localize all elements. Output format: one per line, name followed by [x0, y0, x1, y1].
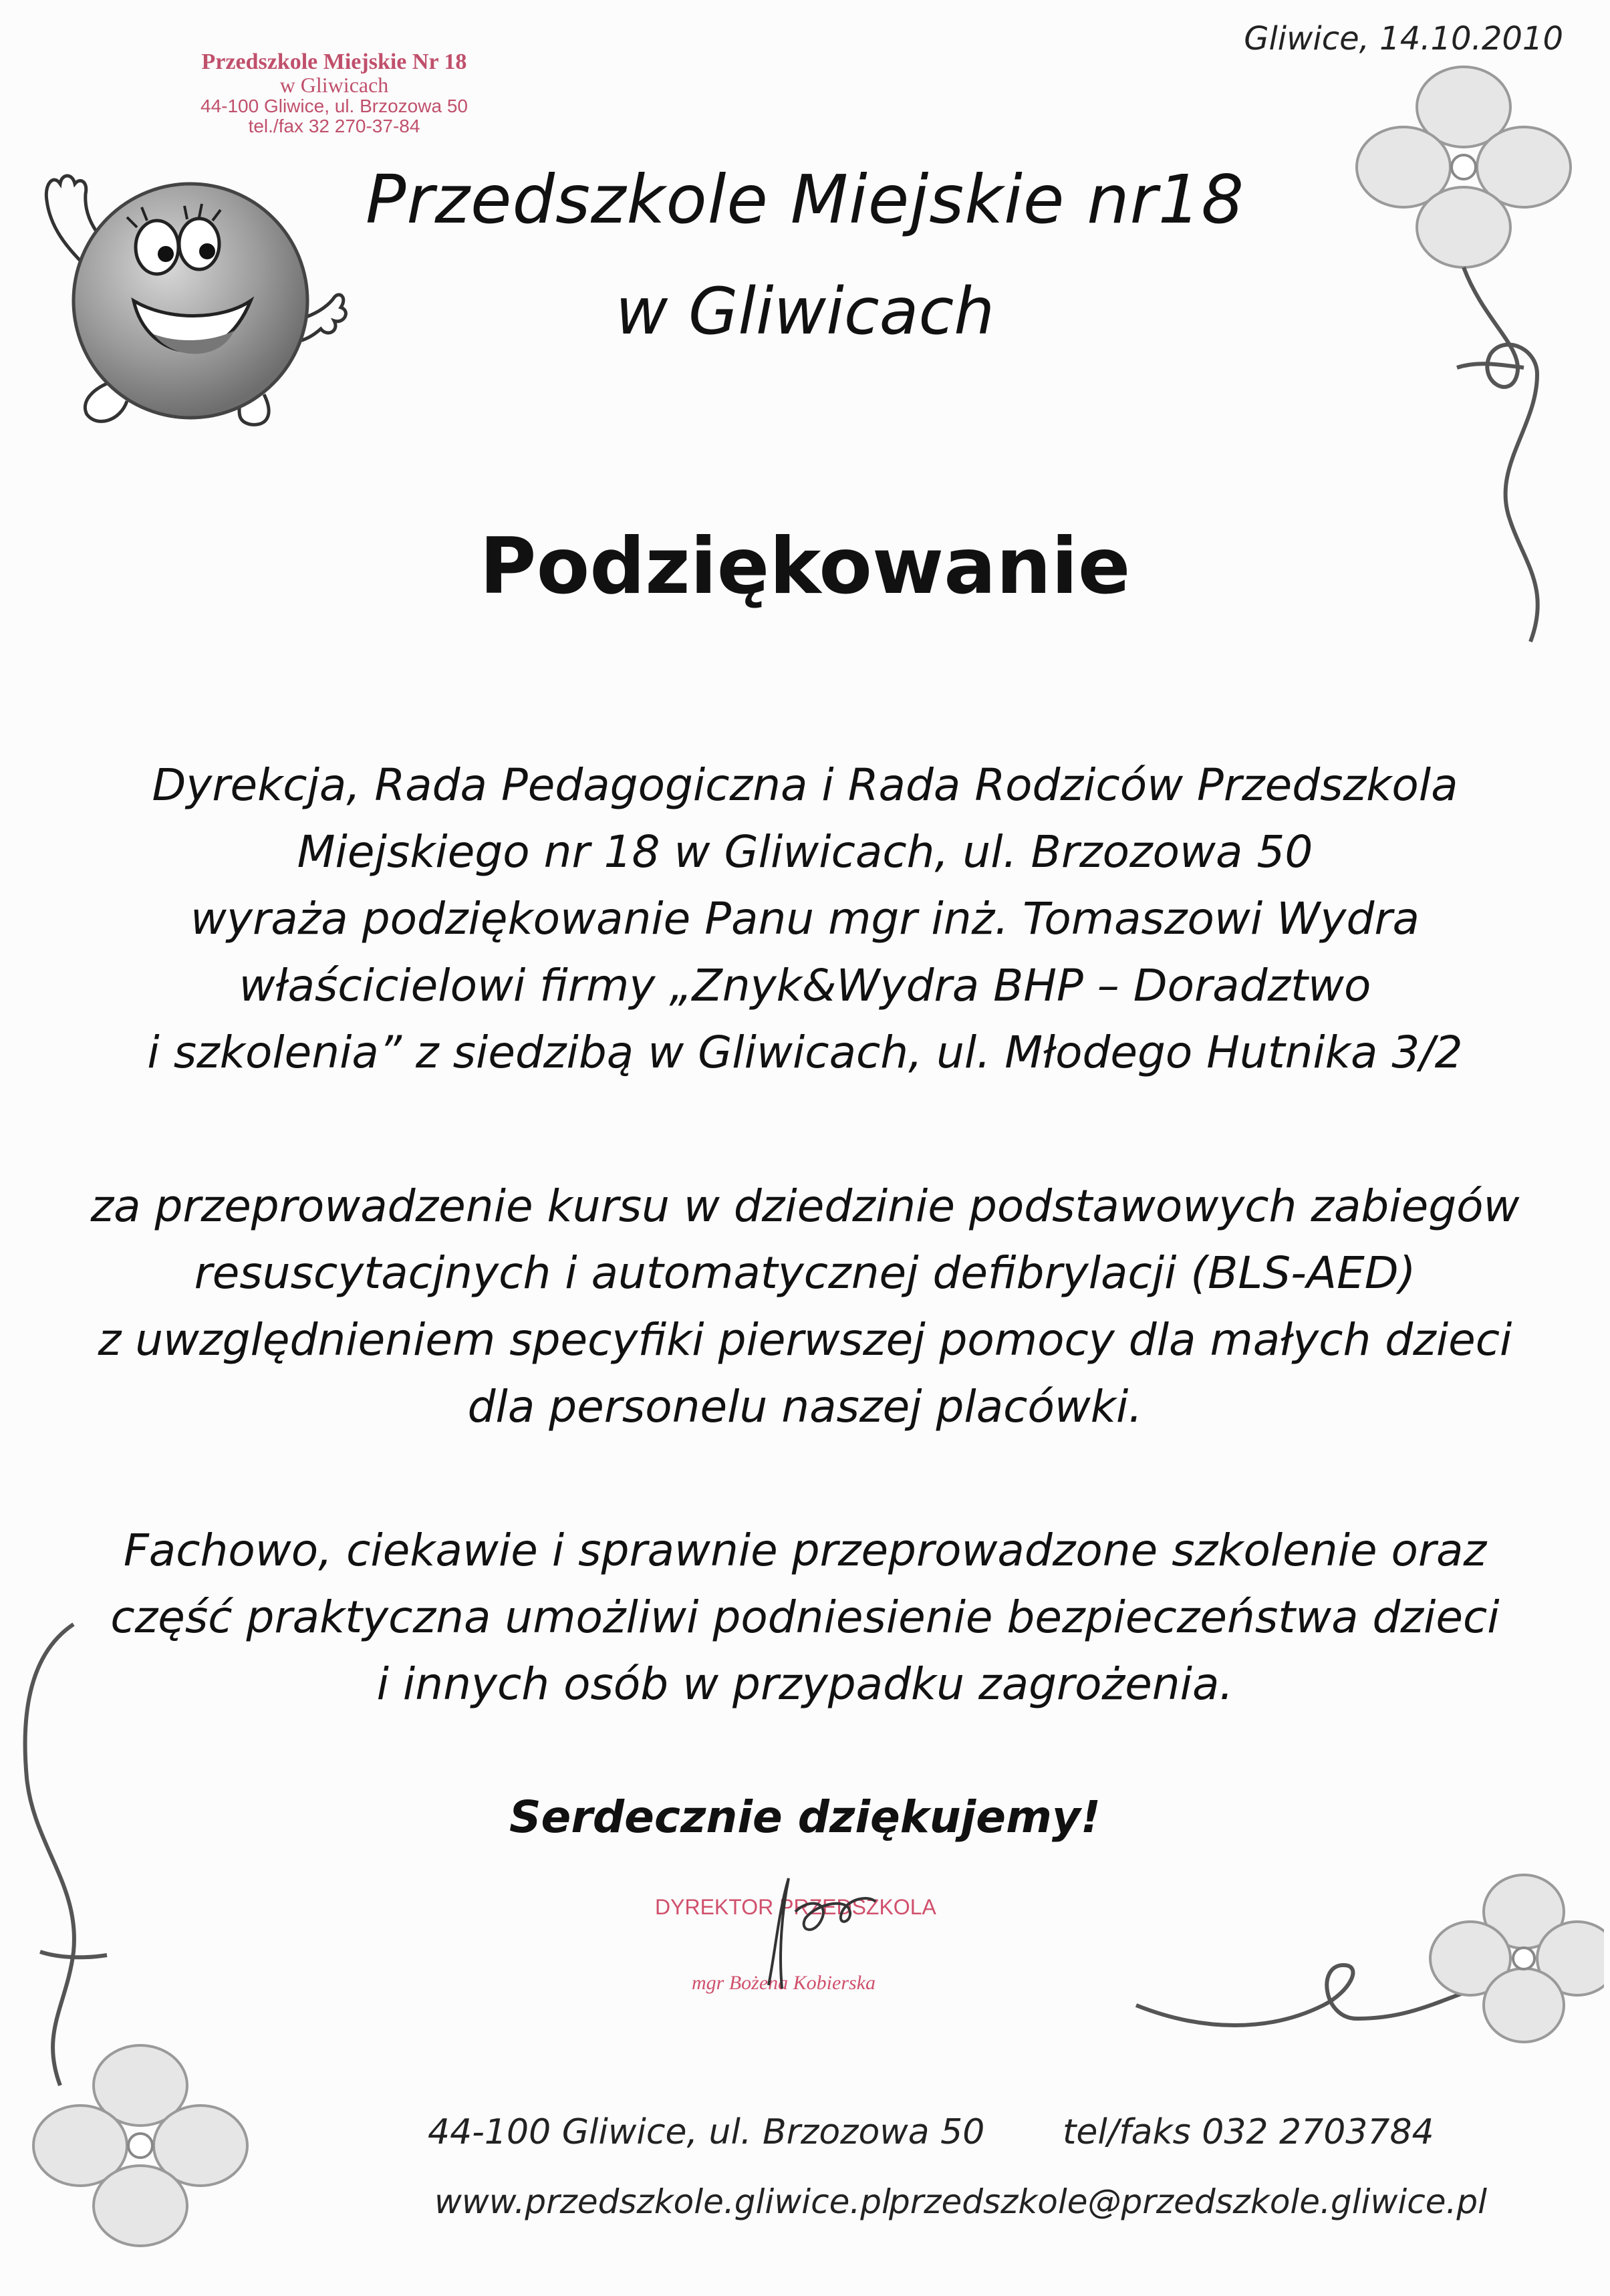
letter-date: Gliwice, 14.10.2010	[1244, 20, 1563, 57]
stamp-line-name: Przedszkole Miejskie Nr 18	[201, 49, 467, 74]
paragraph-line: z uwzględnieniem specyfiki pierwszej pomocy dla małych dzieci	[98, 1314, 1512, 1366]
paragraph-line: i innych osób w przypadku zagrożenia.	[376, 1658, 1234, 1710]
school-city-heading: w Gliwicach	[615, 274, 995, 349]
stamp-line-address: 44-100 Gliwice, ul. Brzozowa 50	[200, 96, 468, 117]
document-title: Podziękowanie	[479, 521, 1131, 612]
paragraph-line: Miejskiego nr 18 w Gliwicach, ul. Brzozowa 50	[297, 826, 1313, 878]
director-stamp-name: mgr Bożena Kobierska	[692, 1972, 876, 1994]
paragraph-line: i szkolenia” z siedzibą w Gliwicach, ul. Młodego Hutnika 3/2	[147, 1027, 1463, 1078]
paragraph-line: Fachowo, ciekawie i sprawnie przeprowadzone szkolenie oraz	[123, 1525, 1487, 1576]
footer-email[interactable]: przedszkole@przedszkole.gliwice.pl	[889, 2182, 1488, 2221]
paragraph-line: część praktyczna umożliwi podniesienie bezpieczeństwa dzieci	[110, 1591, 1500, 1643]
paragraph-line: za przeprowadzenie kursu w dziedzinie podstawowych zabiegów	[90, 1180, 1520, 1232]
paragraph-line: wyraża podziękowanie Panu mgr inż. Tomaszowi Wydra	[190, 893, 1420, 944]
footer-website[interactable]: www.przedszkole.gliwice.pl	[434, 2182, 891, 2221]
paragraph-course	[40, 1173, 1570, 1440]
stamp-line-phone: tel./fax 32 270-37-84	[248, 115, 420, 136]
director-stamp-role: DYREKTOR PRZEDSZKOLA	[655, 1895, 936, 1919]
paragraph-line: resuscytacjnych i automatycznej defibrylacji (BLS-AED)	[194, 1247, 1416, 1299]
stamp-line-city: w Gliwicach	[279, 72, 389, 97]
flower-decoration-bottom-right	[1123, 1872, 1604, 2072]
paragraph-line: Dyrekcja, Rada Pedagogiczna i Rada Rodziców Przedszkola	[152, 759, 1458, 811]
footer-phone: tel/faks 032 2703784	[1063, 2112, 1434, 2152]
closing-thanks: Serdecznie dziękujemy!	[509, 1791, 1101, 1843]
handwritten-signature	[742, 1872, 889, 1992]
paragraph-summary	[40, 1517, 1570, 1718]
paragraph-line: dla personelu naszej placówki.	[467, 1381, 1143, 1432]
paragraph-intro	[40, 752, 1570, 1086]
school-name-heading: Przedszkole Miejskie nr18	[366, 160, 1244, 239]
footer-address: 44-100 Gliwice, ul. Brzozowa 50	[428, 2112, 985, 2152]
paragraph-line: właścicielowi firmy „Znyk&Wydra BHP – Doradztwo	[239, 960, 1371, 1011]
